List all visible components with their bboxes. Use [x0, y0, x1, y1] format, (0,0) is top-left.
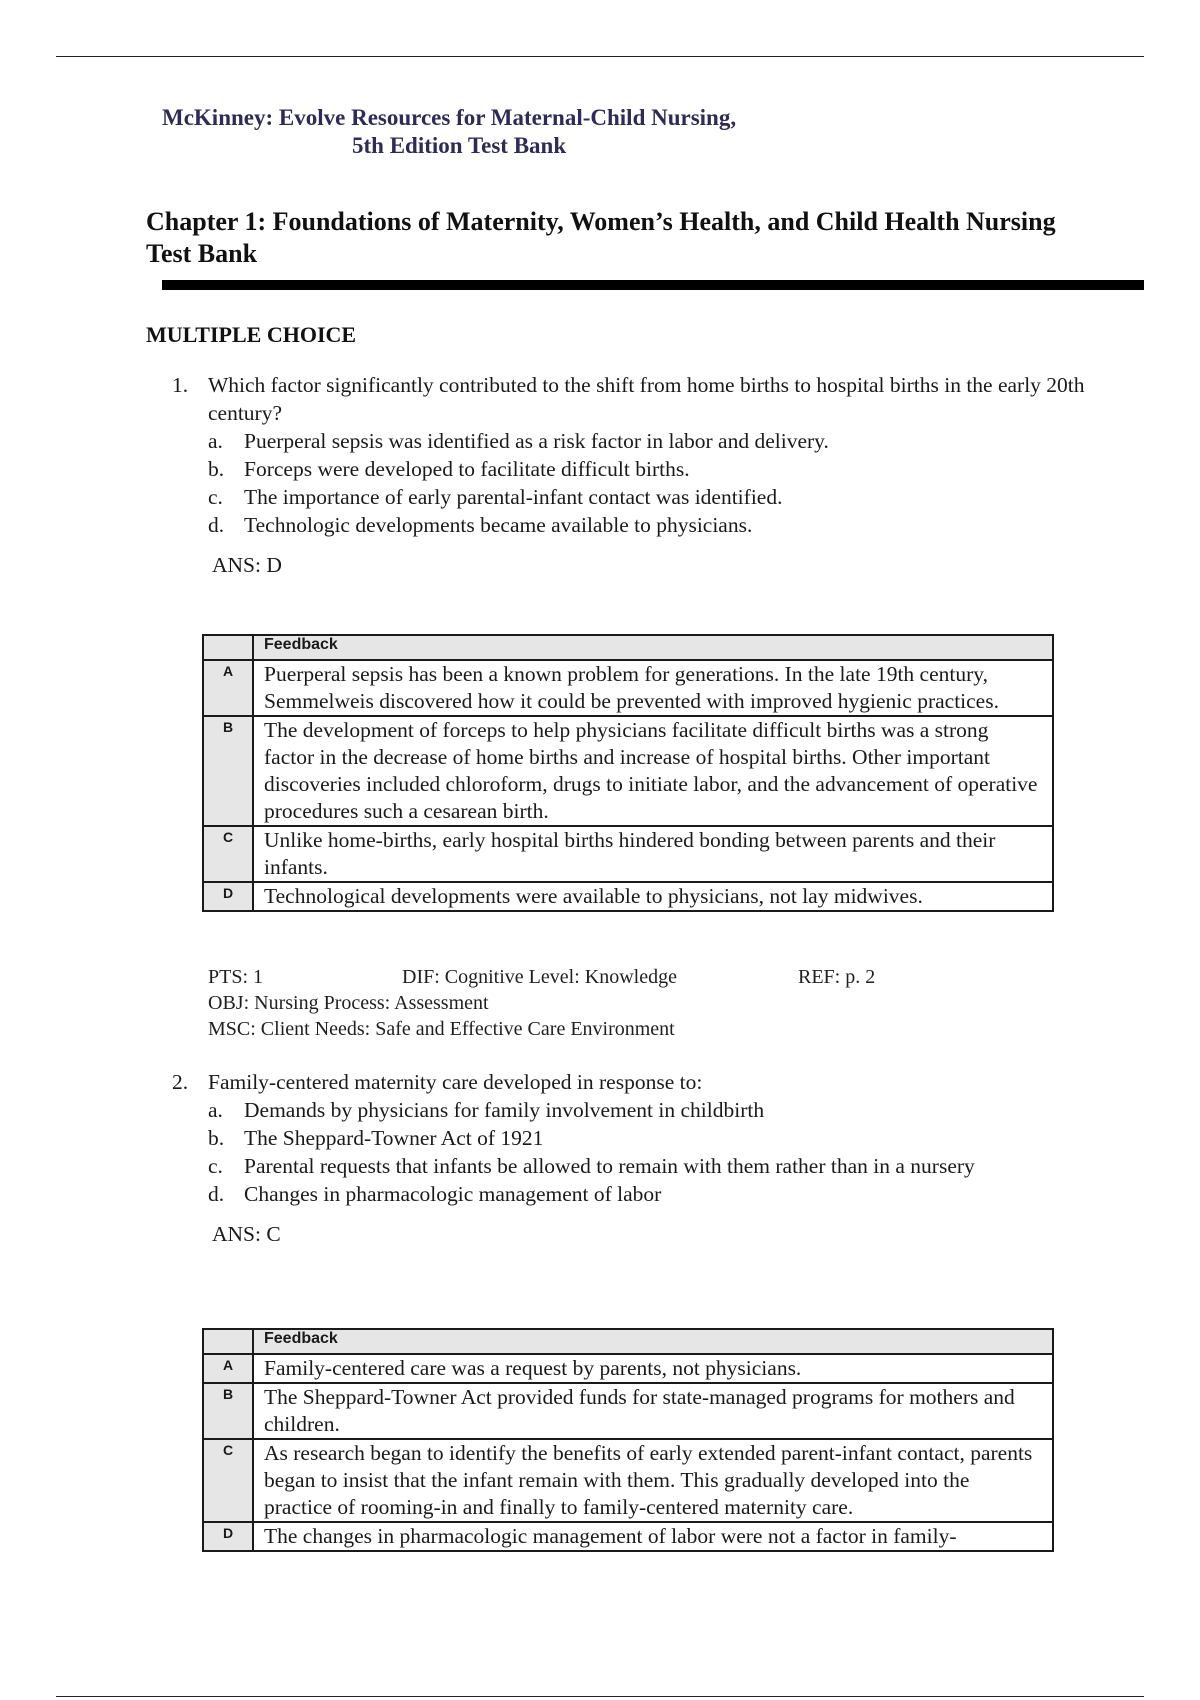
meta-difficulty: DIF: Cognitive Level: Knowledge [402, 966, 677, 988]
answer-key: ANS: C [212, 1222, 281, 1246]
question-text: Family-centered maternity care developed in response to: [208, 1070, 703, 1094]
option-a [172, 427, 1102, 455]
feedback-row [203, 716, 1053, 826]
meta-row-1 [208, 964, 875, 990]
feedback-header-blank [203, 635, 253, 660]
feedback-letter: B [203, 1383, 253, 1439]
chapter-divider [162, 280, 1144, 290]
feedback-letter: C [203, 1439, 253, 1522]
option-b [172, 1124, 1102, 1152]
feedback-header: Feedback [253, 1329, 1053, 1354]
option-text: The importance of early parental-infant contact was identified. [244, 485, 783, 509]
section-heading: MULTIPLE CHOICE [146, 322, 357, 347]
answer-options [172, 1096, 1102, 1208]
option-c [172, 1152, 1102, 1180]
feedback-letter: D [203, 882, 253, 911]
feedback-row [203, 882, 1053, 911]
feedback-header-row [203, 1329, 1053, 1354]
feedback-letter: C [203, 826, 253, 882]
feedback-row [203, 660, 1053, 716]
feedback-header-row [203, 635, 1053, 660]
option-a [172, 1096, 1102, 1124]
option-text: Demands by physicians for family involvement in childbirth [244, 1098, 765, 1122]
option-letter: a. [208, 1098, 223, 1122]
feedback-text: The changes in pharmacologic management of labor were not a factor in family- [253, 1522, 1053, 1551]
feedback-text: Puerperal sepsis has been a known problem for generations. In the late 19th century, Semmelweis discovered how it could be prevented with improved hygienic practices. [253, 660, 1053, 716]
option-letter: d. [208, 1182, 225, 1206]
feedback-header: Feedback [253, 635, 1053, 660]
feedback-letter: D [203, 1522, 253, 1551]
meta-client-needs: MSC: Client Needs: Safe and Effective Care Environment [208, 1018, 675, 1040]
option-text: Changes in pharmacologic management of labor [244, 1182, 662, 1206]
option-letter: d. [208, 513, 225, 537]
feedback-row [203, 1522, 1053, 1551]
feedback-header-blank [203, 1329, 253, 1354]
option-text: Puerperal sepsis was identified as a risk factor in labor and delivery. [244, 429, 829, 453]
feedback-table-1 [202, 634, 1054, 912]
option-text: Technologic developments became available to physicians. [244, 513, 753, 537]
option-d [172, 511, 1102, 539]
book-title [162, 104, 736, 160]
option-d [172, 1180, 1102, 1208]
option-letter: c. [208, 485, 223, 509]
feedback-table-2 [202, 1328, 1054, 1552]
option-text: The Sheppard-Towner Act of 1921 [244, 1126, 544, 1150]
feedback-letter: B [203, 716, 253, 826]
feedback-letter: A [203, 1354, 253, 1383]
bottom-rule [56, 1696, 1144, 1697]
question-2 [172, 1068, 1102, 1248]
option-letter: b. [208, 457, 225, 481]
feedback-text: Family-centered care was a request by parents, not physicians. [253, 1354, 1053, 1383]
feedback-row [203, 1354, 1053, 1383]
question-stem [172, 1068, 1102, 1096]
answer-key: ANS: D [212, 553, 282, 577]
option-text: Parental requests that infants be allowed to remain with them rather than in a nursery [244, 1154, 975, 1178]
question-text: Which factor significantly contributed to the shift from home births to hospital births in the early 20th century? [208, 373, 1085, 425]
option-c [172, 483, 1102, 511]
question-metadata [208, 964, 875, 1042]
feedback-row [203, 1439, 1053, 1522]
option-letter: c. [208, 1154, 223, 1178]
feedback-row [203, 826, 1053, 882]
chapter-title: Chapter 1: Foundations of Maternity, Women’s Health, and Child Health Nursing Test Bank [146, 207, 1056, 268]
option-b [172, 455, 1102, 483]
feedback-text: The development of forceps to help physicians facilitate difficult births was a strong factor in the decrease of home births and increase of hospital births. Other important discoveries included chloroform, drugs to initiate labor, and the advancement of operative procedures such a cesarean birth. [253, 716, 1053, 826]
meta-reference: REF: p. 2 [798, 966, 876, 988]
question-1 [172, 371, 1102, 579]
option-letter: a. [208, 429, 223, 453]
question-stem [172, 371, 1102, 427]
book-title-line1: McKinney: Evolve Resources for Maternal-Child Nursing, [162, 105, 737, 130]
meta-points: PTS: 1 [208, 966, 264, 988]
feedback-text: As research began to identify the benefits of early extended parent-infant contact, parents began to insist that the infant remain with them. This gradually developed into the practice of rooming-in and finally to family-centered maternity care. [253, 1439, 1053, 1522]
feedback-text: The Sheppard-Towner Act provided funds for state-managed programs for mothers and children. [253, 1383, 1053, 1439]
feedback-text: Technological developments were available to physicians, not lay midwives. [253, 882, 1053, 911]
top-rule [56, 56, 1144, 57]
option-letter: b. [208, 1126, 225, 1150]
book-title-line2: 5th Edition Test Bank [352, 133, 567, 158]
option-text: Forceps were developed to facilitate difficult births. [244, 457, 690, 481]
answer-options [172, 427, 1102, 539]
feedback-row [203, 1383, 1053, 1439]
feedback-letter: A [203, 660, 253, 716]
meta-objective: OBJ: Nursing Process: Assessment [208, 992, 489, 1014]
question-number: 2. [172, 1070, 189, 1094]
feedback-text: Unlike home-births, early hospital births hindered bonding between parents and their infants. [253, 826, 1053, 882]
question-number: 1. [172, 373, 189, 397]
